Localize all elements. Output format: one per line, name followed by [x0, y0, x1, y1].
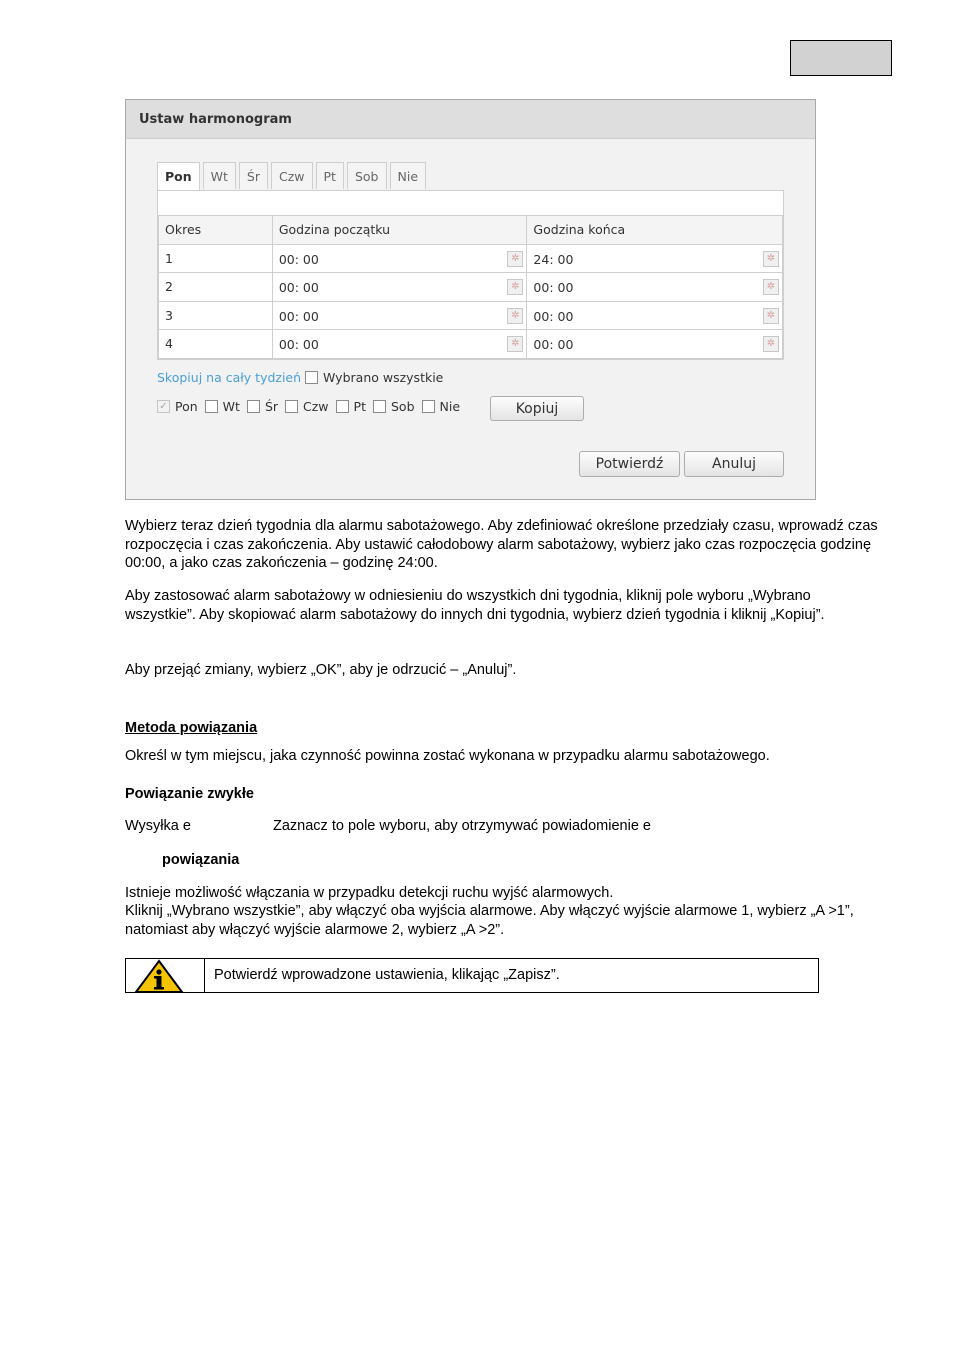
note-icon-cell: [126, 959, 205, 992]
paragraph-ok-cancel: Aby przejąć zmiany, wybierz „OK”, aby je odrzucić – „Anuluj”.: [125, 662, 517, 678]
start-time-field[interactable]: [272, 273, 527, 302]
copy-week-row: [157, 370, 443, 385]
time-picker-icon[interactable]: ✲: [763, 251, 779, 267]
table-row: [159, 330, 783, 359]
day-option-mon: [157, 399, 198, 414]
definition-email: Zaznacz to pole wyboru, aby otrzymywać powiadomienie e: [273, 818, 651, 834]
end-time-value: 00: 00: [533, 337, 574, 352]
copy-whole-week-link[interactable]: Skopiuj na cały tydzień: [157, 370, 302, 385]
subheading-normal-linkage: Powiązanie zwykłe: [125, 786, 254, 802]
day-checkbox-tue[interactable]: [205, 400, 218, 413]
cancel-button[interactable]: Anuluj: [684, 451, 784, 477]
period-cell: 2: [159, 273, 273, 302]
dialog-title: Ustaw harmonogram: [139, 112, 292, 127]
time-picker-icon[interactable]: ✲: [507, 279, 523, 295]
end-time-value: 00: 00: [533, 308, 574, 324]
table-row: [159, 273, 783, 302]
select-all-label: Wybrano wszystkie: [323, 370, 444, 385]
tab-fri[interactable]: Pt: [316, 162, 344, 189]
day-option-wed: [247, 399, 278, 414]
table-header-row: [159, 216, 783, 245]
start-time-field[interactable]: [272, 330, 527, 359]
table-row: [159, 301, 783, 330]
day-checkbox-thu[interactable]: [285, 400, 298, 413]
paragraph-schedule-intro: Wybierz teraz dzień tygodnia dla alarmu sabotażowego. Aby zdefiniować określone przedziały czasu, wprowadź czas rozpoczęcia i czas zakończenia. Aby ustawić całodobowy alarm sabotażowy, wybierz jako czas rozpoczęcia godzinę 00:00, a jako czas zakończenia – godzinę 24:00.: [125, 518, 878, 571]
schedule-dialog: [125, 99, 816, 500]
end-time-value: 24: 00: [533, 251, 574, 267]
tab-sun[interactable]: Nie: [390, 162, 427, 189]
day-label: Pon: [175, 399, 198, 414]
note-text: Potwierdź wprowadzone ustawienia, klikając „Zapisz”.: [214, 967, 560, 983]
schedule-table-panel: [157, 190, 784, 360]
section-heading-linkage: Metoda powiązania: [125, 720, 258, 736]
day-label: Pt: [353, 399, 366, 414]
term-linkage: powiązania: [162, 852, 240, 868]
day-option-tue: [205, 399, 240, 414]
dialog-header: [126, 100, 815, 139]
day-checkbox-wed[interactable]: [247, 400, 260, 413]
start-time-field[interactable]: [272, 301, 527, 330]
end-time-field[interactable]: [527, 301, 783, 330]
time-picker-icon[interactable]: ✲: [507, 336, 523, 352]
day-option-sun: [422, 399, 461, 414]
end-time-field[interactable]: [527, 273, 783, 302]
column-header-period: Okres: [159, 216, 273, 245]
day-label: Wt: [222, 399, 240, 414]
info-warning-icon: [134, 959, 184, 993]
end-time-field[interactable]: [527, 330, 783, 359]
confirm-button[interactable]: Potwierdź: [579, 451, 680, 477]
end-time-value: 00: 00: [533, 280, 574, 295]
paragraph-alarm-outputs: Istnieje możliwość włączania w przypadku detekcji ruchu wyjść alarmowych.: [125, 885, 614, 901]
tab-tue[interactable]: Wt: [203, 162, 236, 189]
day-checkbox-sun[interactable]: [422, 400, 435, 413]
tab-sat[interactable]: Sob: [347, 162, 387, 189]
time-picker-icon[interactable]: ✲: [763, 279, 779, 295]
tab-thu[interactable]: Czw: [271, 162, 313, 189]
paragraph-linkage-desc: Określ w tym miejscu, jaka czynność powinna zostać wykonana w przypadku alarmu sabotażowego.: [125, 748, 770, 764]
column-header-start: Godzina początku: [272, 216, 527, 245]
copy-days-row: [157, 399, 467, 414]
period-cell: 4: [159, 330, 273, 359]
select-all-checkbox[interactable]: [305, 371, 318, 384]
column-header-end: Godzina końca: [527, 216, 783, 245]
day-checkbox-mon[interactable]: ✓: [157, 400, 170, 413]
start-time-value: 00: 00: [278, 280, 319, 295]
day-tabs: [157, 162, 429, 191]
start-time-field[interactable]: [272, 244, 527, 273]
day-checkbox-sat[interactable]: [373, 400, 386, 413]
note-box: [125, 958, 819, 993]
day-option-fri: [336, 399, 366, 414]
day-label: Sob: [390, 399, 415, 414]
paragraph-select-all: Aby zastosować alarm sabotażowy w odniesieniu do wszystkich dni tygodnia, kliknij pole wyboru „Wybrano wszystkie”. Aby skopiować alarm sabotażowy do innych dni tygodnia, wybierz dzień tygodnia i kliknij „Kopiuj”.: [125, 588, 825, 623]
time-picker-icon[interactable]: ✲: [507, 308, 523, 324]
day-label: Nie: [439, 399, 461, 414]
copy-button[interactable]: Kopiuj: [490, 396, 584, 421]
time-picker-icon[interactable]: ✲: [763, 308, 779, 324]
time-picker-icon[interactable]: ✲: [507, 251, 523, 267]
term-email: Wysyłka e: [125, 818, 191, 834]
period-cell: 3: [159, 301, 273, 330]
start-time-value: 00: 00: [278, 308, 319, 324]
schedule-table: [158, 215, 783, 359]
start-time-value: 00: 00: [278, 337, 319, 352]
tab-wed[interactable]: Śr: [239, 162, 268, 189]
end-time-field[interactable]: [527, 244, 783, 273]
day-option-thu: [285, 399, 329, 414]
table-row: [159, 244, 783, 273]
day-label: Czw: [303, 399, 329, 414]
page-header-box: [790, 40, 892, 76]
start-time-value: 00: 00: [278, 251, 319, 267]
period-cell: 1: [159, 244, 273, 273]
paragraph-alarm-outputs-instructions: Kliknij „Wybrano wszystkie”, aby włączyć oba wyjścia alarmowe. Aby włączyć wyjście alarmowe 1, wybierz „A >1”, natomiast aby włączyć wyjście alarmowe 2, wybierz „A >2”.: [125, 903, 854, 938]
time-picker-icon[interactable]: ✲: [763, 336, 779, 352]
tab-mon[interactable]: Pon: [157, 162, 200, 191]
day-option-sat: [373, 399, 415, 414]
day-label: Śr: [264, 399, 279, 414]
day-checkbox-fri[interactable]: [336, 400, 349, 413]
